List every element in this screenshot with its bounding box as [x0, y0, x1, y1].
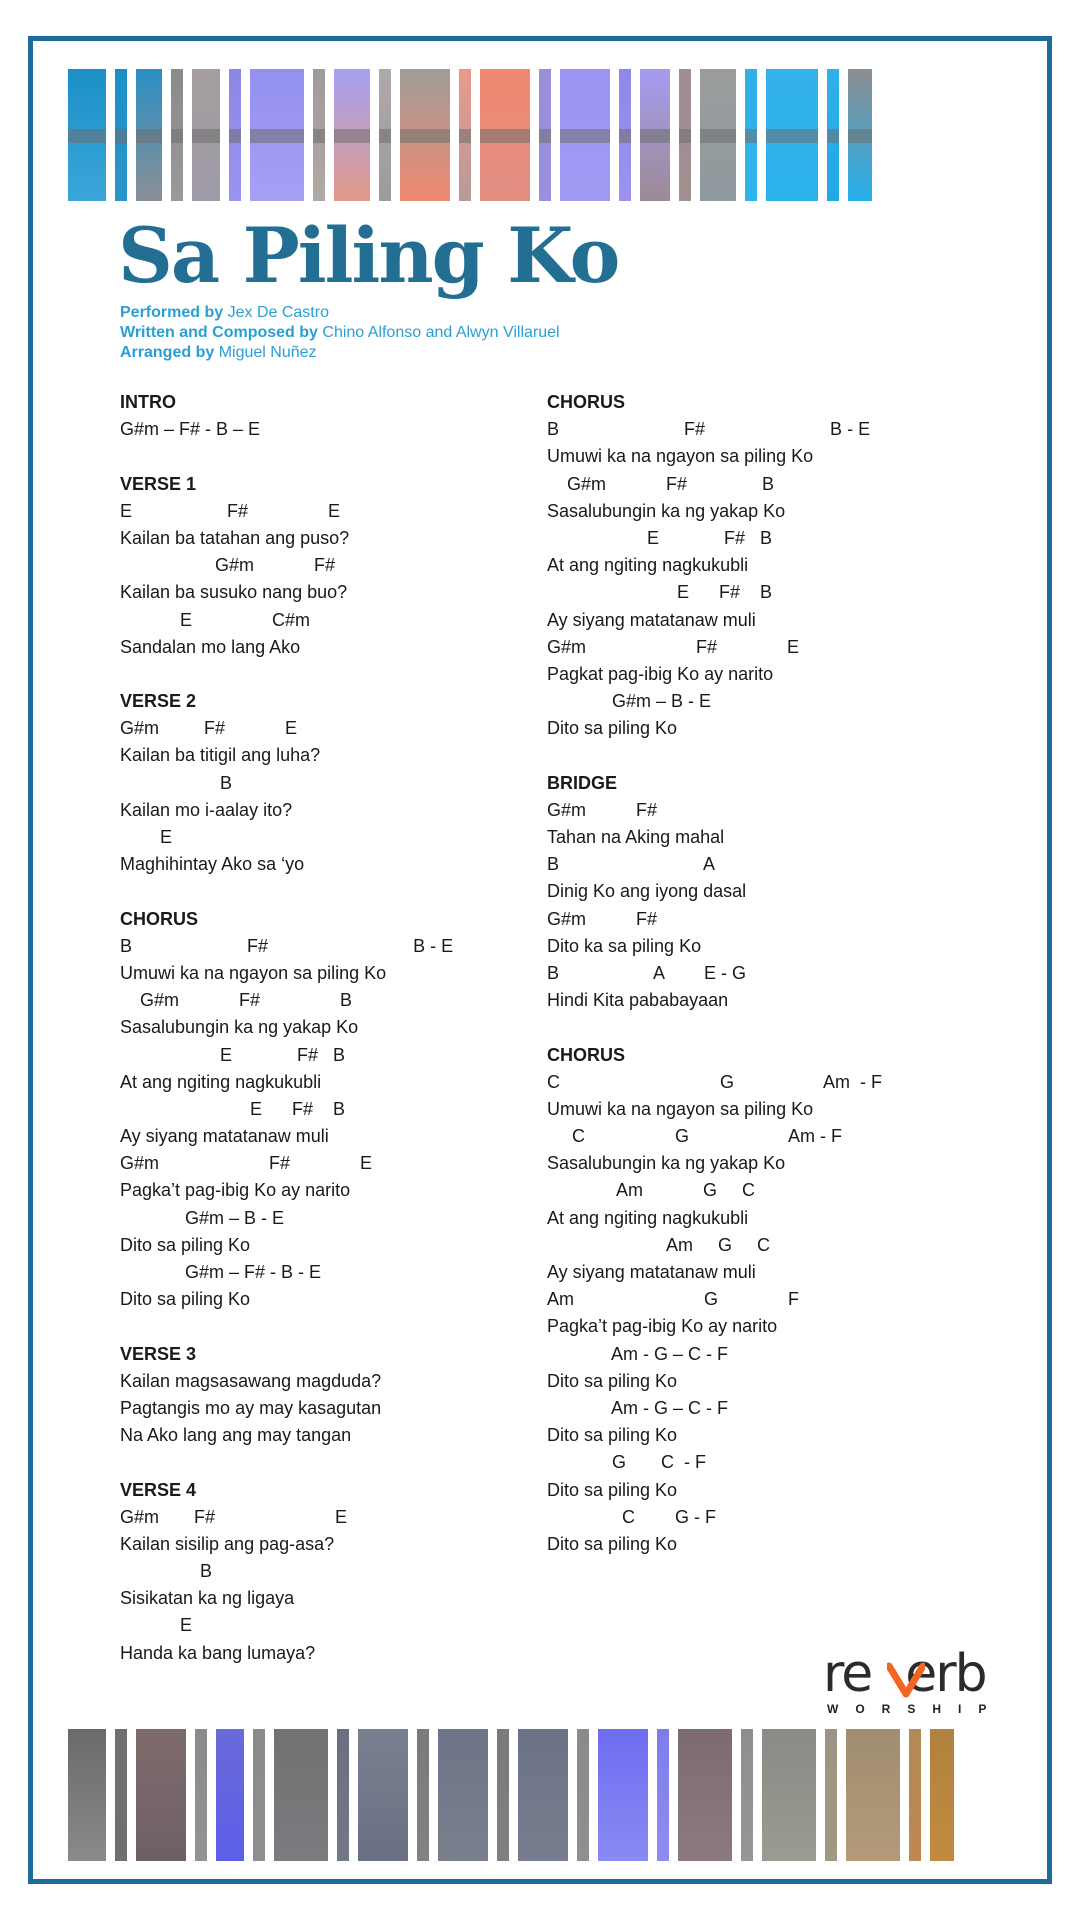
decorative-bar: [229, 69, 241, 201]
decorative-bar: [700, 69, 736, 201]
decorative-bar: [68, 69, 106, 201]
lyric-line: B F# B - E: [547, 419, 871, 440]
decorative-bar: [518, 1729, 568, 1861]
logo-subtitle: WORSHIP: [827, 1702, 1004, 1716]
lyric-line: Am G C: [547, 1234, 771, 1255]
lyric-line: Ay siyang matatanaw muli: [547, 609, 756, 630]
lyric-line: Sisikatan ka ng ligaya: [120, 1588, 295, 1609]
section-title: INTRO: [120, 392, 176, 412]
decorative-bar: [577, 1729, 589, 1861]
logo-v-icon: [887, 1662, 925, 1698]
decorative-stripe: [539, 129, 551, 143]
lyric-line: Kailan ba titigil ang luha?: [120, 745, 321, 766]
decorative-bar: [745, 69, 757, 201]
decorative-stripe: [192, 129, 220, 143]
lyric-line: B: [120, 1561, 213, 1582]
lyric-line: G#m F# E: [120, 718, 298, 739]
lyrics-right-column: [547, 389, 967, 1585]
logo-text-end: erb: [905, 1644, 986, 1704]
lyric-line: Pagka’t pag-ibig Ko ay narito: [547, 1316, 778, 1337]
decorative-bar: [358, 1729, 408, 1861]
decorative-stripe: [400, 129, 450, 143]
lyric-line: Tahan na Aking mahal: [547, 827, 725, 847]
lyric-line: Am - G – C - F: [547, 1343, 729, 1364]
decorative-bar: [741, 1729, 753, 1861]
decorative-bar: [136, 1729, 186, 1861]
decorative-stripe: [560, 129, 610, 143]
lyric-line: Dito ka sa piling Ko: [547, 935, 702, 956]
decorative-stripe: [848, 129, 872, 143]
lyric-line: B: [120, 772, 233, 793]
lyric-line: G#m – F# - B - E: [120, 1262, 322, 1282]
decorative-stripe: [459, 129, 471, 143]
decorative-bar: [250, 69, 304, 201]
song-section: [120, 906, 540, 1314]
lyric-line: E F# B: [547, 582, 773, 603]
lyric-line: Dito sa piling Ko: [547, 1479, 678, 1500]
decorative-bar: [827, 69, 839, 201]
lyric-line: Dito sa piling Ko: [547, 1533, 678, 1554]
decorative-stripe: [313, 129, 325, 143]
decorative-bar: [136, 69, 162, 201]
lyric-line: E F# B: [120, 1044, 346, 1065]
section-title: CHORUS: [547, 392, 626, 412]
song-section: [547, 770, 967, 1015]
lyric-line: G#m F# E: [547, 636, 800, 657]
decorative-bar: [379, 69, 391, 201]
decorative-stripe: [136, 129, 162, 143]
lyric-line: Kailan ba tatahan ang puso?: [120, 527, 350, 548]
decorative-bar: [216, 1729, 244, 1861]
decorative-bar: [115, 1729, 127, 1861]
decorative-bar: [539, 69, 551, 201]
lyric-line: Dito sa piling Ko: [547, 1370, 678, 1391]
section-title: VERSE 1: [120, 473, 197, 494]
lyric-line: Handa ka bang lumaya?: [120, 1642, 316, 1663]
lyric-line: Kailan mo i-aalay ito?: [120, 799, 293, 820]
lyric-line: B A E - G: [547, 962, 747, 983]
lyric-line: E: [120, 1615, 193, 1636]
lyric-line: Umuwi ka na ngayon sa piling Ko: [547, 1098, 814, 1119]
decorative-bar: [334, 69, 370, 201]
logo-text-start: re: [823, 1644, 872, 1704]
lyric-line: Dinig Ko ang iyong dasal: [547, 881, 747, 902]
decorative-stripe: [700, 129, 736, 143]
decorative-stripe: [229, 129, 241, 143]
decorative-bar: [417, 1729, 429, 1861]
decorative-stripe: [334, 129, 370, 143]
song-section: [547, 389, 967, 742]
decorative-bar: [171, 69, 183, 201]
credit-arranged: Arranged by Miguel Nuñez: [120, 344, 317, 361]
section-title: VERSE 4: [120, 1479, 197, 1500]
decorative-bar: [762, 1729, 816, 1861]
decorative-bar: [459, 69, 471, 201]
lyric-line: Dito sa piling Ko: [547, 1425, 678, 1446]
decorative-stripe: [68, 129, 106, 143]
lyric-line: Sasalubungin ka ng yakap Ko: [120, 1017, 359, 1038]
section-title: BRIDGE: [547, 772, 618, 793]
decorative-bar: [846, 1729, 900, 1861]
lyric-line: Am G F: [547, 1289, 800, 1310]
decorative-bar: [909, 1729, 921, 1861]
lyric-line: Am G C: [547, 1180, 756, 1201]
decorative-bar: [619, 69, 631, 201]
section-title: VERSE 2: [120, 691, 197, 712]
decorative-bar: [678, 1729, 732, 1861]
decorative-bar: [274, 1729, 328, 1861]
lyric-line: Maghihintay Ako sa ‘yo: [120, 854, 305, 875]
lyric-line: Sasalubungin ka ng yakap Ko: [547, 500, 786, 521]
song-credits: [120, 303, 560, 363]
lyric-line: Na Ako lang ang may tangan: [120, 1425, 352, 1446]
decorative-bar: [766, 69, 818, 201]
lyric-line: At ang ngiting nagkukubli: [547, 1207, 749, 1228]
decorative-stripe: [171, 129, 183, 143]
lyric-line: Pagka’t pag-ibig Ko ay narito: [120, 1180, 351, 1201]
lyric-line: Kailan ba susuko nang buo?: [120, 582, 348, 603]
lyrics-left-column: [120, 389, 540, 1694]
song-section: [120, 688, 540, 878]
lyric-line: At ang ngiting nagkukubli: [120, 1071, 322, 1092]
song-section: [120, 389, 540, 443]
lyric-line: G#m F# E: [120, 1153, 373, 1174]
lyric-line: Pagtangis mo ay may kasagutan: [120, 1397, 382, 1418]
decorative-stripe: [827, 129, 839, 143]
lyric-line: E C#m: [120, 609, 311, 630]
lyric-line: At ang ngiting nagkukubli: [547, 555, 749, 576]
song-title: Sa Piling Ko: [118, 211, 619, 300]
song-section: [547, 1042, 967, 1559]
credit-performed: Performed by Jex De Castro: [120, 304, 329, 321]
lyric-line: G#m F#: [547, 799, 658, 820]
lyric-line: G#m F# E: [120, 1506, 348, 1527]
lyric-line: E F# B: [547, 527, 773, 548]
credit-written: Written and Composed by Chino Alfonso and Alwyn Villaruel: [120, 324, 560, 341]
song-section: [120, 1477, 540, 1667]
decorative-bar: [192, 69, 220, 201]
lyric-line: Kailan magsasawang magduda?: [120, 1370, 382, 1391]
lyric-line: Kailan sisilip ang pag-asa?: [120, 1533, 335, 1554]
decorative-stripe: [640, 129, 670, 143]
lyric-line: G#m – F# - B – E: [120, 419, 261, 440]
decorative-stripe: [766, 129, 818, 143]
lyric-line: Umuwi ka na ngayon sa piling Ko: [547, 446, 814, 467]
lyric-line: B A: [547, 854, 716, 875]
lyric-line: Sasalubungin ka ng yakap Ko: [547, 1153, 786, 1174]
reverb-worship-logo: [823, 1644, 1016, 1718]
decorative-bar: [679, 69, 691, 201]
decorative-bar: [400, 69, 450, 201]
lyric-line: Ay siyang matatanaw muli: [547, 1262, 756, 1282]
lyric-line: C G Am - F: [547, 1071, 883, 1092]
decorative-stripe: [745, 129, 757, 143]
lyric-line: G#m – B - E: [547, 691, 712, 712]
lyric-line: E: [120, 827, 173, 847]
lyric-line: Hindi Kita pababayaan: [547, 990, 729, 1011]
decorative-bar: [68, 1729, 106, 1861]
decorative-bar: [195, 1729, 207, 1861]
decorative-bar: [640, 69, 670, 201]
lyric-line: G#m – B - E: [120, 1207, 285, 1228]
lyric-line: G#m F# B: [547, 473, 775, 494]
section-title: CHORUS: [120, 908, 199, 929]
lyric-line: G#m F# B: [120, 990, 353, 1011]
lyric-line: Am - G – C - F: [547, 1397, 729, 1418]
lyric-line: G C - F: [547, 1452, 707, 1473]
lyric-line: Ay siyang matatanaw muli: [120, 1126, 329, 1147]
decorative-bar: [657, 1729, 669, 1861]
decorative-bar: [598, 1729, 648, 1861]
section-title: VERSE 3: [120, 1343, 197, 1364]
lyric-line: C G - F: [547, 1506, 717, 1527]
decorative-bar: [438, 1729, 488, 1861]
decorative-bar: [825, 1729, 837, 1861]
decorative-stripe: [480, 129, 530, 143]
lyric-line: C G Am - F: [547, 1126, 843, 1147]
decorative-bar: [560, 69, 610, 201]
lyric-line: E F# E: [120, 500, 341, 521]
lyric-line: Pagkat pag-ibig Ko ay narito: [547, 663, 774, 684]
lyric-line: B F# B - E: [120, 935, 454, 956]
decorative-stripe: [250, 129, 304, 143]
lyric-line: Umuwi ka na ngayon sa piling Ko: [120, 962, 387, 983]
decorative-bar: [115, 69, 127, 201]
decorative-bar: [337, 1729, 349, 1861]
decorative-bar: [930, 1729, 954, 1861]
decorative-bar: [848, 69, 872, 201]
lyric-line: G#m F#: [547, 908, 658, 929]
song-section: [120, 471, 540, 661]
song-section: [120, 1341, 540, 1450]
lyric-line: G#m F#: [120, 555, 336, 576]
section-title: CHORUS: [547, 1044, 626, 1065]
decorative-bottom-band: [68, 1729, 1014, 1861]
decorative-stripe: [619, 129, 631, 143]
decorative-stripe: [379, 129, 391, 143]
decorative-bar: [313, 69, 325, 201]
lyric-line: Dito sa piling Ko: [120, 1289, 251, 1310]
lyric-line: Dito sa piling Ko: [120, 1234, 251, 1255]
decorative-bar: [480, 69, 530, 201]
decorative-bar: [497, 1729, 509, 1861]
decorative-top-band: [68, 69, 1014, 201]
decorative-stripe: [115, 129, 127, 143]
decorative-stripe: [679, 129, 691, 143]
lyric-line: E F# B: [120, 1098, 346, 1119]
lyric-line: Sandalan mo lang Ako: [120, 636, 301, 657]
lyric-line: Dito sa piling Ko: [547, 718, 678, 739]
decorative-bar: [253, 1729, 265, 1861]
